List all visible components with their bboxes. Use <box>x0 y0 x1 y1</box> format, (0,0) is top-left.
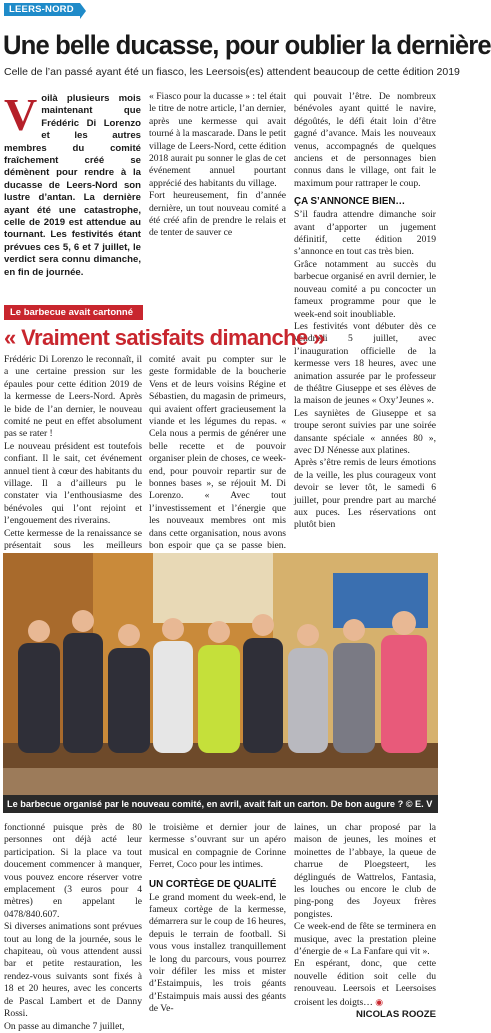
end-mark-icon: ◉ <box>375 996 384 1007</box>
section-heading-cortege: UN CORTÈGE DE QUALITÉ <box>149 878 277 890</box>
col3-body: S’il faudra attendre dimanche soir avant d’apporter un jugement définitif, cette édition 2019 s’annonce en tout cas très bien. Grâce notamment au succès du barbecue organisé en avril dernier, le nouveau comité a pu concocter un fameux programme pour que le week-end soit inoubliable. Les festivités vont débuter dès ce vendredi 5 juillet, avec l’inauguration officielle de la kermesse vers 18 heures, avec une animation assurée par le professeur de théâtre Giuseppe et ses élèves de la maison de jeunes « Oxy’Jeunes ». Les sayniètes de Giuseppe et sa troupe seront suivies par une soirée dansante spéciale « années 80 », avec DJ Nénesse aux platines. Après s’être remis de leurs émotions de la veille, les plus courageux vont devoir se lever tôt, le samedi 6 juillet, pour prendre part au marché aux puces. Les réservations ont plutôt bien <box>294 209 436 531</box>
col3-bot-text: laines, un char proposé par la maison de jeunes, les moines et moinettes de l’abbaye, la queue de charrue de Ploegsteert, les déglingués de Wattrelos, Fantasia, les louches ou encore le club de ping-pong des Joyeux frères pongistes. Ce week-end de fête se terminera en musique, avec la prestation pleine d’énergie de « La Fanfare qui vit ». En espérant, donc, que cette nouvelle édition soit celle du renouveau. Leersois et Leersoises croisent les doigts… <box>294 822 436 1008</box>
group-photo <box>3 553 438 795</box>
lead-paragraph <box>4 89 141 279</box>
photo-caption: Le barbecue organisé par le nouveau comité, en avril, avait fait un carton. De bon augure ? © E. V <box>3 795 438 813</box>
article-col2-top: « Fiasco pour la ducasse » : tel était le titre de notre article, l’an dernier, après une kermesse qui avait tourné à la mascarade. Dans le petit village de Leers-Nord, cette édition 2018 aurait pu sonner le glas de cet événement annuel pourtant apprécié des habitants du village. Fort heureusement, fin d’année dernière, un tout nouveau comité a été créé afin de prendre le relais et de tenter de sauver ce <box>149 91 286 239</box>
subtitle: Celle de l’an passé ayant été un fiasco, les Leersois(es) attendent beaucoup de cette édition 2019 <box>4 66 460 78</box>
article-col1-bot: fonctionné puisque près de 80 personnes ont déjà acté leur participation. Si la place va tout doucement commencer à manquer, vous pouvez encore réserver votre emplacement (3 euros pour 4 mètres) en appelant le 0478/840.607. Si diverses animations sont prévues tout au long de la journée, sous le chapiteau, où vous attendent aussi bar et petite restauration, les rendez-vous suivants sont fixés à 18 et 20 heures, avec les concerts de Pascal Lambert et de Danny Rossi. On passe au dimanche 7 juillet, <box>4 822 142 1032</box>
col2-bot-text: le troisième et dernier jour de kermesse s’ouvrant sur un apéro musical en compagnie de Corinne Ferret, Coco pour les intimes. <box>149 822 286 871</box>
red-label: Le barbecue avait cartonné <box>4 305 143 320</box>
section-tag: LEERS-NORD <box>4 3 80 16</box>
photo-group <box>3 553 438 795</box>
lead-text: oilà plusieurs mois maintenant que Frédéric Di Lorenzo et les autres membres du comité fraîchement créé se démènent pour rendre à la ducasse de Leers-Nord son lustre d’antan. La dernière ayant été une catastrophe, celle de 2019 est attendue au tournant. Les festivités étant prévues ces 5, 6 et 7 juillet, le verdict sera connu dimanche, en fin de journée. <box>4 93 141 278</box>
author-signature: NICOLAS ROOZE <box>356 1009 436 1021</box>
article-col3-top <box>294 91 436 532</box>
col3-continuation: qui pouvait l’être. De nombreux bénévoles ayant quitté le navire, dégoûtés, le défi était loin d’être gagné d’avance. Mais les nouveaux venus, accompagnés de quelques anciens et de personnages bien connus dans le village, ont fait le maximum pour rattraper le coup. <box>294 91 436 189</box>
article-col3-bot <box>294 822 436 1022</box>
dropcap: V <box>4 89 38 140</box>
col2-mid-text: comité avait pu compter sur le geste formidable de la boucherie Vens et de leurs voisins Régine et Sébastien, du magasin de primeurs, qui avaient offert gracieusement la viande et les légumes du repas. « Cela nous a permis de générer une belle recette et de pouvoir organiser plein de choses, ce week-end, pour pouvoir repartir sur de bonnes bases », se réjouit M. Di Lorenzo. « Avec tout l’investissement et l’énergie que les nouveaux membres ont mis dans cette organisation, nous avons bon espoir que ça se passe bien. <box>149 354 286 552</box>
article-col2-bot <box>149 822 286 1016</box>
headline: Une belle ducasse, pour oublier la dernière <box>3 30 491 60</box>
article-col1-mid: Frédéric Di Lorenzo le reconnaît, il a une certaine pression sur les épaules pour cette édition 2019 de la kermesse de Leers-Nord. Après le bide de l’an dernier, le nouveau comité ne peut en effet absolument pas se rater ! Le nouveau président est toutefois confiant. Il le sait, cet événement annuel tient à cœur des habitants du village. Il a d’ailleurs pu le constater via l’enthousiasme des bénévoles qui l’ont rejoint et l’engouement des riverains. Cette kermesse de la renaissance se présentait sous les meilleurs <box>4 354 142 552</box>
col2-bot-body: Le grand moment du week-end, le fameux cortège de la kermesse, démarrera sur le coup de 16 heures, depuis le terrain de football. Si vous vous installez tranquillement le long du parcours, vous pourrez voir défiler les miss et mister d’Estaimpuis, les trois géants d’Estaimpuis mais aussi des géants de Ve- <box>149 891 286 1015</box>
big-quote: « Vraiment satisfaits dimanche » <box>4 325 325 350</box>
section-heading-annonce: ÇA S’ANNONCE BIEN… <box>294 196 406 208</box>
